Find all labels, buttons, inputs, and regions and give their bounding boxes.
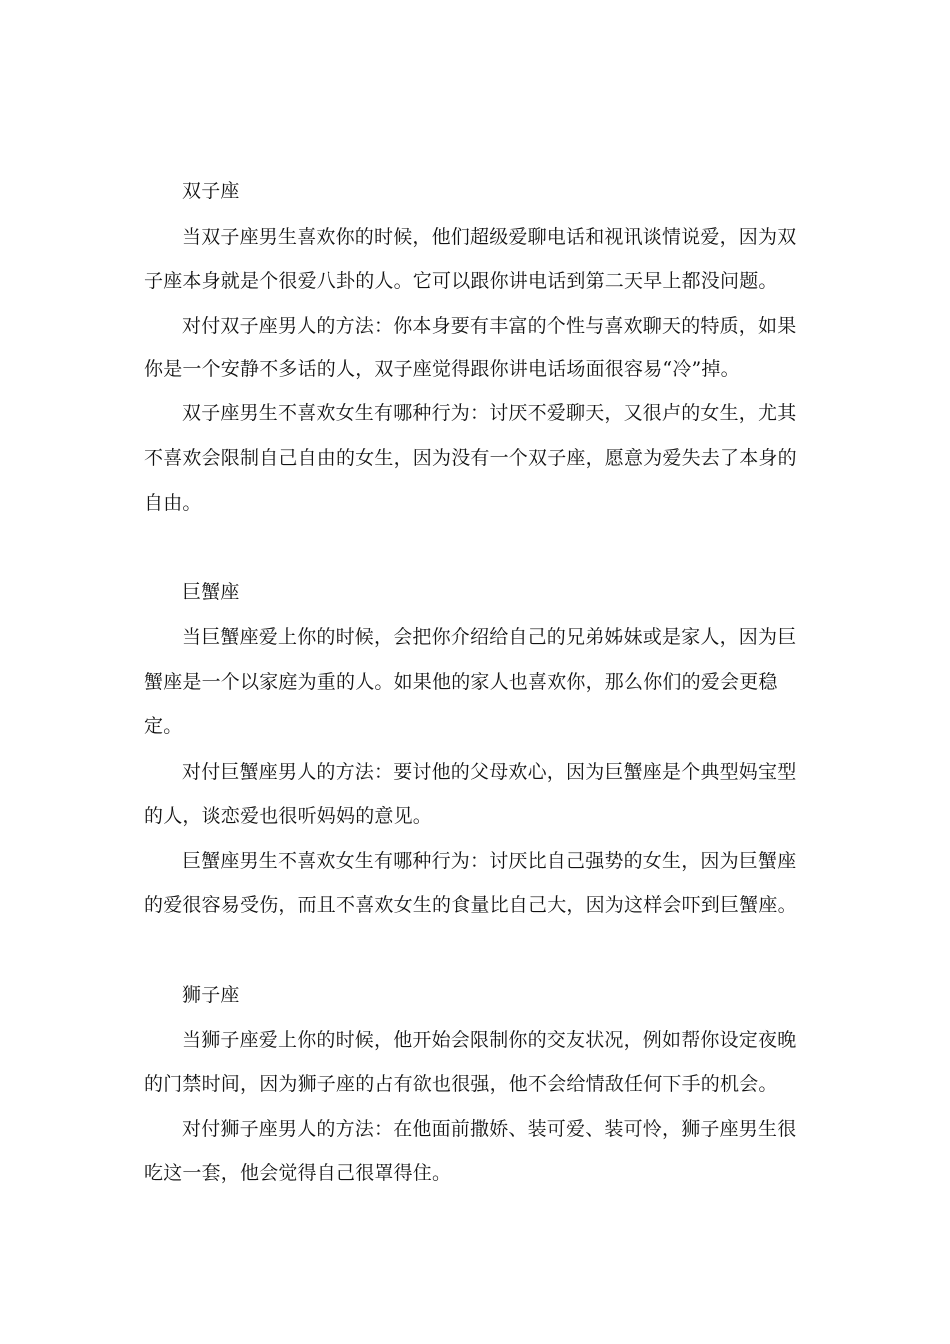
paragraph-line: 蟹座是一个以家庭为重的人。如果他的家人也喜欢你，那么你们的爱会更稳 xyxy=(144,671,778,693)
paragraph-line: 的门禁时间，因为狮子座的占有欲也很强，他不会给情敌任何下手的机会。 xyxy=(144,1073,778,1095)
paragraph-line: 当双子座男生喜欢你的时候，他们超级爱聊电话和视讯谈情说爱，因为双 xyxy=(182,226,797,248)
section-heading: 巨蟹座 xyxy=(182,581,240,603)
paragraph-line: 自由。 xyxy=(144,492,202,514)
paragraph-line: 子座本身就是个很爱八卦的人。它可以跟你讲电话到第二天早上都没问题。 xyxy=(144,270,778,292)
paragraph-line: 定。 xyxy=(144,715,183,737)
paragraph-line: 对付巨蟹座男人的方法：要讨他的父母欢心，因为巨蟹座是个典型妈宝型 xyxy=(182,761,797,783)
paragraph-line: 巨蟹座男生不喜欢女生有哪种行为：讨厌比自己强势的女生，因为巨蟹座 xyxy=(182,850,797,872)
paragraph-line: 的爱很容易受伤，而且不喜欢女生的食量比自己大，因为这样会吓到巨蟹座。 xyxy=(144,894,797,916)
paragraph-line: 当狮子座爱上你的时候，他开始会限制你的交友状况，例如帮你设定夜晚 xyxy=(182,1029,797,1051)
paragraph-line: 不喜欢会限制自己自由的女生，因为没有一个双子座，愿意为爱失去了本身的 xyxy=(144,447,797,469)
paragraph-line: 双子座男生不喜欢女生有哪种行为：讨厌不爱聊天，又很卢的女生，尤其 xyxy=(182,402,797,424)
section-heading: 双子座 xyxy=(182,180,240,202)
paragraph-line: 对付狮子座男人的方法：在他面前撒娇、装可爱、装可怜，狮子座男生很 xyxy=(182,1118,797,1140)
paragraph-line: 当巨蟹座爱上你的时候，会把你介绍给自己的兄弟姊妹或是家人，因为巨 xyxy=(182,626,797,648)
paragraph-line: 的人，谈恋爱也很听妈妈的意见。 xyxy=(144,805,433,827)
section-heading: 狮子座 xyxy=(182,984,240,1006)
paragraph-line: 吃这一套，他会觉得自己很罩得住。 xyxy=(144,1162,452,1184)
paragraph-line: 你是一个安静不多话的人，双子座觉得跟你讲电话场面很容易“冷”掉。 xyxy=(144,358,740,380)
paragraph-line: 对付双子座男人的方法：你本身要有丰富的个性与喜欢聊天的特质，如果 xyxy=(182,315,797,337)
